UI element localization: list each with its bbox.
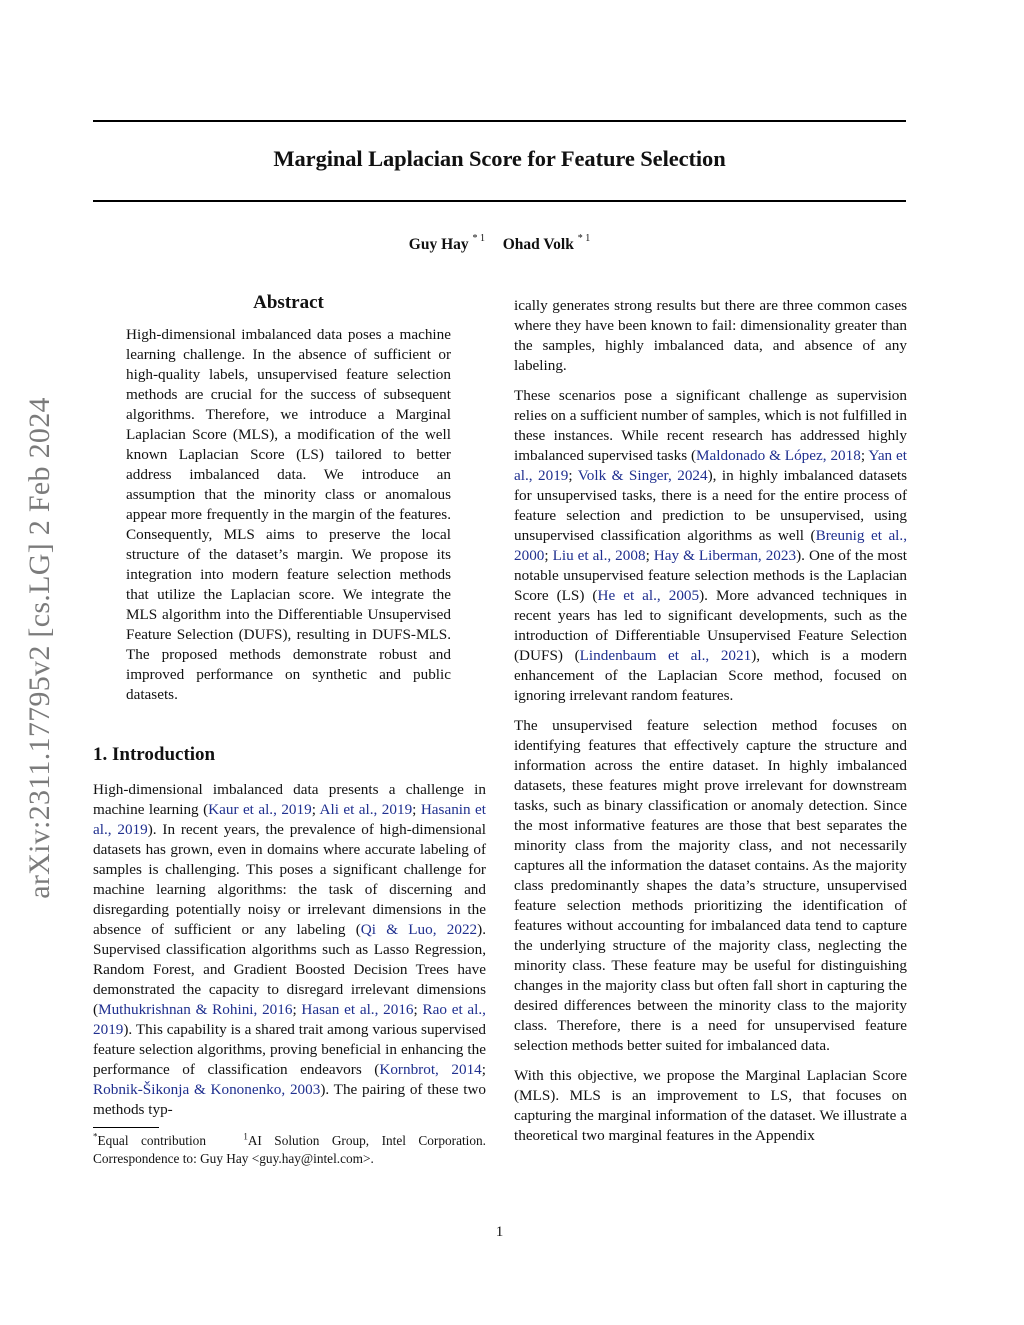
section-heading-introduction: 1. Introduction	[93, 744, 216, 765]
author-affiliation-mark: * 1	[472, 232, 485, 244]
citation-link[interactable]: Maldonado & López, 2018	[696, 447, 861, 464]
right-column	[514, 296, 907, 1156]
footnote-equal-contribution: Equal contribution	[97, 1133, 206, 1148]
arxiv-identifier-stamp: arXiv:2311.17795v2 [cs.LG] 2 Feb 2024	[23, 397, 56, 899]
intro-paragraph: High-dimensional imbalanced data presents a challenge in machine learning (Kaur et al., 2019; Ali et al., 2019; Hasanin et al., 2019). In recent years, the prevalence of high-dimensional datasets has grown, even in domains where accurate labeling of samples is challenging. This poses a significant challenge for machine learning algorithms: the task of discerning and disregarding potentially noisy or irrelevant dimensions in the absence of sufficient or any labeling (Qi & Luo, 2022). Supervised classification algorithms such as Lasso Regression, Random Forest, and Gradient Boosted Decision Trees have demonstrated the capacity to disregard irrelevant dimensions (Muthukrishnan & Rohini, 2016; Hasan et al., 2016; Rao et al., 2019). This capability is a shared trait among various supervised feature selection algorithms, proving beneficial in enhancing the performance of classification endeavors (Kornbrot, 2014; Robnik-Šikonja & Kononenko, 2003). The pairing of these two methods typ-	[93, 781, 487, 1118]
title-rule-bottom	[93, 200, 906, 202]
citation-link[interactable]: Muthukrishnan & Rohini, 2016	[98, 1001, 293, 1018]
citation-link[interactable]: Lindenbaum et al., 2021	[579, 647, 752, 664]
citation-link[interactable]: Breunig et al., 2000	[514, 527, 907, 564]
footnote-mark: *	[93, 1131, 98, 1142]
body-paragraph: ically generates strong results but there are three common cases where they have been known to fail: dimensionality greater than the samples, highly imbalanced data, and absence of any labeling.	[514, 297, 907, 374]
citation-link[interactable]: Rao et al., 2019	[93, 1001, 486, 1038]
citation-link[interactable]: Hay & Liberman, 2023	[653, 547, 797, 564]
left-column	[93, 780, 486, 1130]
paper-title: Marginal Laplacian Score for Feature Selection	[273, 146, 726, 171]
title-rule-top	[93, 120, 906, 122]
body-paragraph: These scenarios pose a significant challenge as supervision relies on a sufficient number of samples, which is not fulfilled in these instances. While recent research has addressed highly imbalanced supervised tasks (Maldonado & López, 2018; Yan et al., 2019; Volk & Singer, 2024), in highly imbalanced datasets for unsupervised tasks, there is a need for the entire process of feature selection and prediction to be unsupervised, using unsupervised classification algorithms as well (Breunig et al., 2000; Liu et al., 2008; Hay & Liberman, 2023). One of the most notable unsupervised feature selection methods is the Laplacian Score (LS) (He et al., 2005). More advanced techniques in recent years has led to significant developments, such as the introduction of Differentiable Unsupervised Feature Selection (DUFS) (Lindenbaum et al., 2021), which is a modern enhancement of the Laplacian Score method, focused on ignoring irrelevant random features.	[514, 387, 908, 704]
footnote	[93, 1132, 486, 1168]
citation-link[interactable]: Kornbrot, 2014	[379, 1061, 482, 1078]
abstract-text: High-dimensional imbalanced data poses a machine learning challenge. In the absence of sufficient or high-quality labels, unsupervised feature selection methods are crucial for the success of subsequent algorithms. Therefore, we introduce a Marginal Laplacian Score (MLS), a modification of the well known Laplacian Score (LS) tailored to better address imbalanced data. We introduce an assumption that the minority class or anomalous appear more frequently in the margin of the features. Consequently, MLS aims to preserve the local structure of the dataset’s margin. We propose its integration into modern feature selection methods that utilize the Laplacian score. We integrate the MLS algorithm into the Differentiable Unsupervised Feature Selection (DUFS), resulting in DUFS-MLS. The proposed methods demonstrate robust and improved performance on synthetic and public datasets.	[126, 326, 451, 703]
citation-link[interactable]: Qi & Luo, 2022	[360, 921, 478, 938]
citation-link[interactable]: Hasan et al., 2016	[301, 1001, 414, 1018]
footnote-rule	[93, 1127, 159, 1128]
footnote-mark: 1	[243, 1131, 248, 1142]
page-number: 1	[495, 1223, 504, 1240]
citation-link[interactable]: Ali et al., 2019	[319, 801, 413, 818]
abstract-heading: Abstract	[253, 292, 324, 313]
citation-link[interactable]: Hasanin et al., 2019	[93, 801, 487, 838]
author-affiliation-mark: * 1	[577, 232, 591, 244]
citation-link[interactable]: Volk & Singer, 2024	[577, 467, 708, 484]
author-name: Ohad Volk	[502, 236, 574, 253]
citation-link[interactable]: Yan et al., 2019	[514, 447, 908, 484]
citation-link[interactable]: Robnik-Šikonja & Kononenko, 2003	[93, 1081, 321, 1098]
body-paragraph: The unsupervised feature selection method focuses on identifying features that effectively capture the structure and information across the entire dataset. In highly imbalanced datasets, these features might prove irrelevant for downstream tasks, such as binary classification or anomaly detection. Since the most informative features are those that best separates the minority class from the majority class, and not necessarily captures all the information the dataset contains. As the majority class predominantly shapes the data’s structure, unsupervised feature selection methods prioritizing the identification of features without accounting for imbalanced data tend to capture the underlying structure of the majority class, neglecting the minority class. These feature may be useful for distinguishing changes in the majority class but often fall short in capturing the desired differences between the minority class to the majority class. Therefore, there is a need for unsupervised feature selection methods better suited for imbalanced data.	[514, 717, 907, 1054]
citation-link[interactable]: Liu et al., 2008	[552, 547, 646, 564]
body-paragraph: With this objective, we propose the Marginal Laplacian Score (MLS). MLS is an improvement to LS, that focuses on capturing the marginal information of the dataset. We illustrate a theoretical two marginal features in the Appendix	[514, 1067, 907, 1144]
author-list	[93, 232, 906, 254]
author-name: Guy Hay	[408, 236, 469, 253]
footnote-affiliation: AI Solution Group, Intel Corporation. Correspondence to: Guy Hay <guy.hay@intel.com>.	[93, 1133, 486, 1166]
citation-link[interactable]: Kaur et al., 2019	[208, 801, 312, 818]
citation-link[interactable]: He et al., 2005	[597, 587, 700, 604]
